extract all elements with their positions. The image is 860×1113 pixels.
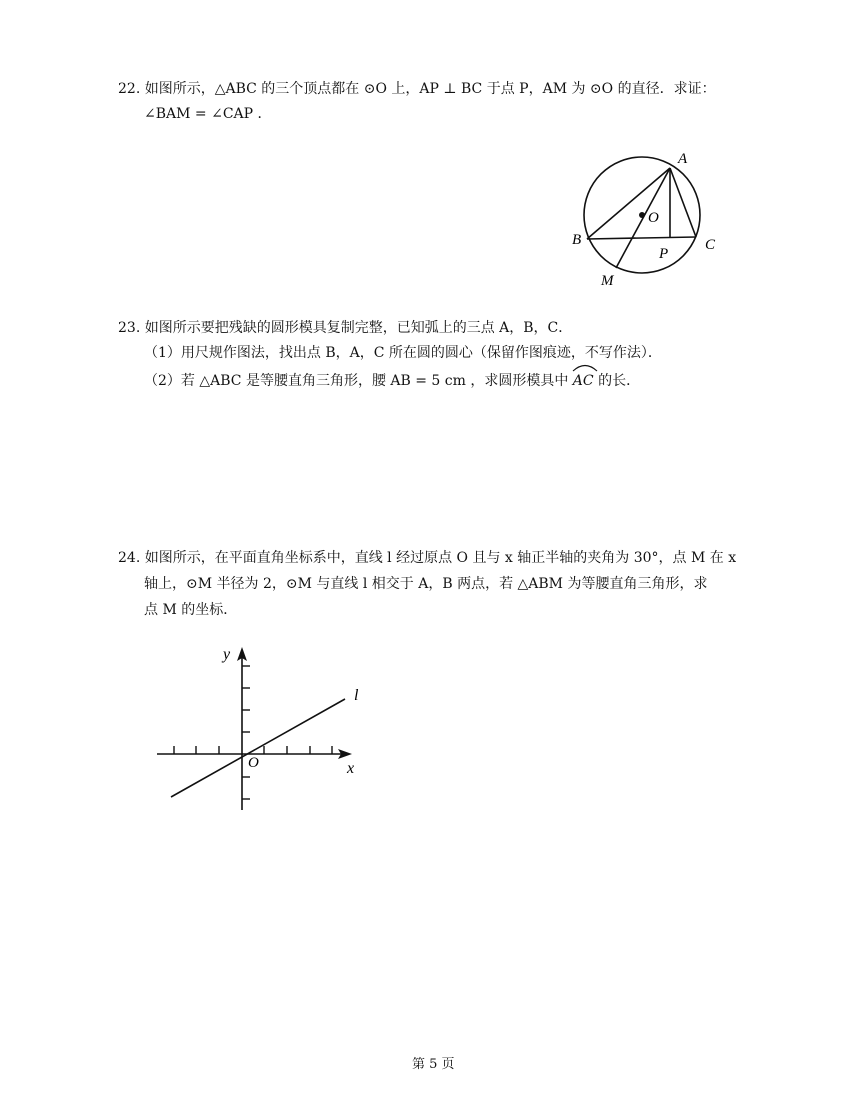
line-ab: [587, 168, 670, 239]
q22-circle-figure: [565, 145, 740, 290]
q24-coordinate-figure: [150, 640, 370, 815]
label-l: l: [354, 687, 359, 704]
q24-line2: 轴上，⊙M 半径为 2，⊙M 与直线 l 相交于 A，B 两点，若 △ABM 为等腰直角三角形，求: [144, 576, 708, 592]
label-m: M: [601, 273, 614, 289]
center-dot: [639, 212, 645, 218]
arc-symbol-icon: [572, 363, 598, 372]
label-p: P: [659, 246, 669, 262]
q23-line3-post: 的长．: [593, 373, 641, 389]
q22-line1: 22. 如图所示，△ABC 的三个顶点都在 ⊙O 上，AP ⊥ BC 于点 P，AM 为 ⊙O 的直径．求证：: [118, 81, 716, 97]
line-bc: [587, 237, 696, 239]
arc-ac-label: [573, 369, 594, 391]
label-a: A: [678, 151, 688, 167]
q23-line3-pre: （2）若 △ABC 是等腰直角三角形，腰 AB = 5 cm ，求圆形模具中: [144, 373, 573, 389]
label-origin: O: [248, 755, 259, 771]
label-o: O: [648, 210, 659, 226]
q24-line1: 24. 如图所示，在平面直角坐标系中，直线 l 经过原点 O 且与 x 轴正半轴的夹角为 30°，点 M 在 x: [118, 550, 737, 566]
arc-ac-text: AC: [572, 373, 594, 389]
label-y: y: [223, 646, 231, 663]
label-c: C: [705, 237, 716, 253]
q23-line3: [144, 369, 640, 391]
label-b: B: [572, 232, 582, 248]
q23-line1: 23. 如图所示要把残缺的圆形模具复制完整，已知弧上的三点 A，B，C．: [118, 320, 573, 336]
y-ticks: [242, 666, 250, 799]
q22-line2: ∠BAM = ∠CAP ．: [144, 106, 272, 122]
page-number: 第 5 页: [412, 1057, 455, 1072]
line-ac: [670, 168, 696, 237]
label-x: x: [347, 760, 355, 777]
line-l: [171, 699, 345, 797]
q24-line3: 点 M 的坐标．: [144, 602, 238, 618]
q23-line2: （1）用尺规作图法，找出点 B，A，C 所在圆的圆心（保留作图痕迹，不写作法）．: [144, 345, 662, 361]
